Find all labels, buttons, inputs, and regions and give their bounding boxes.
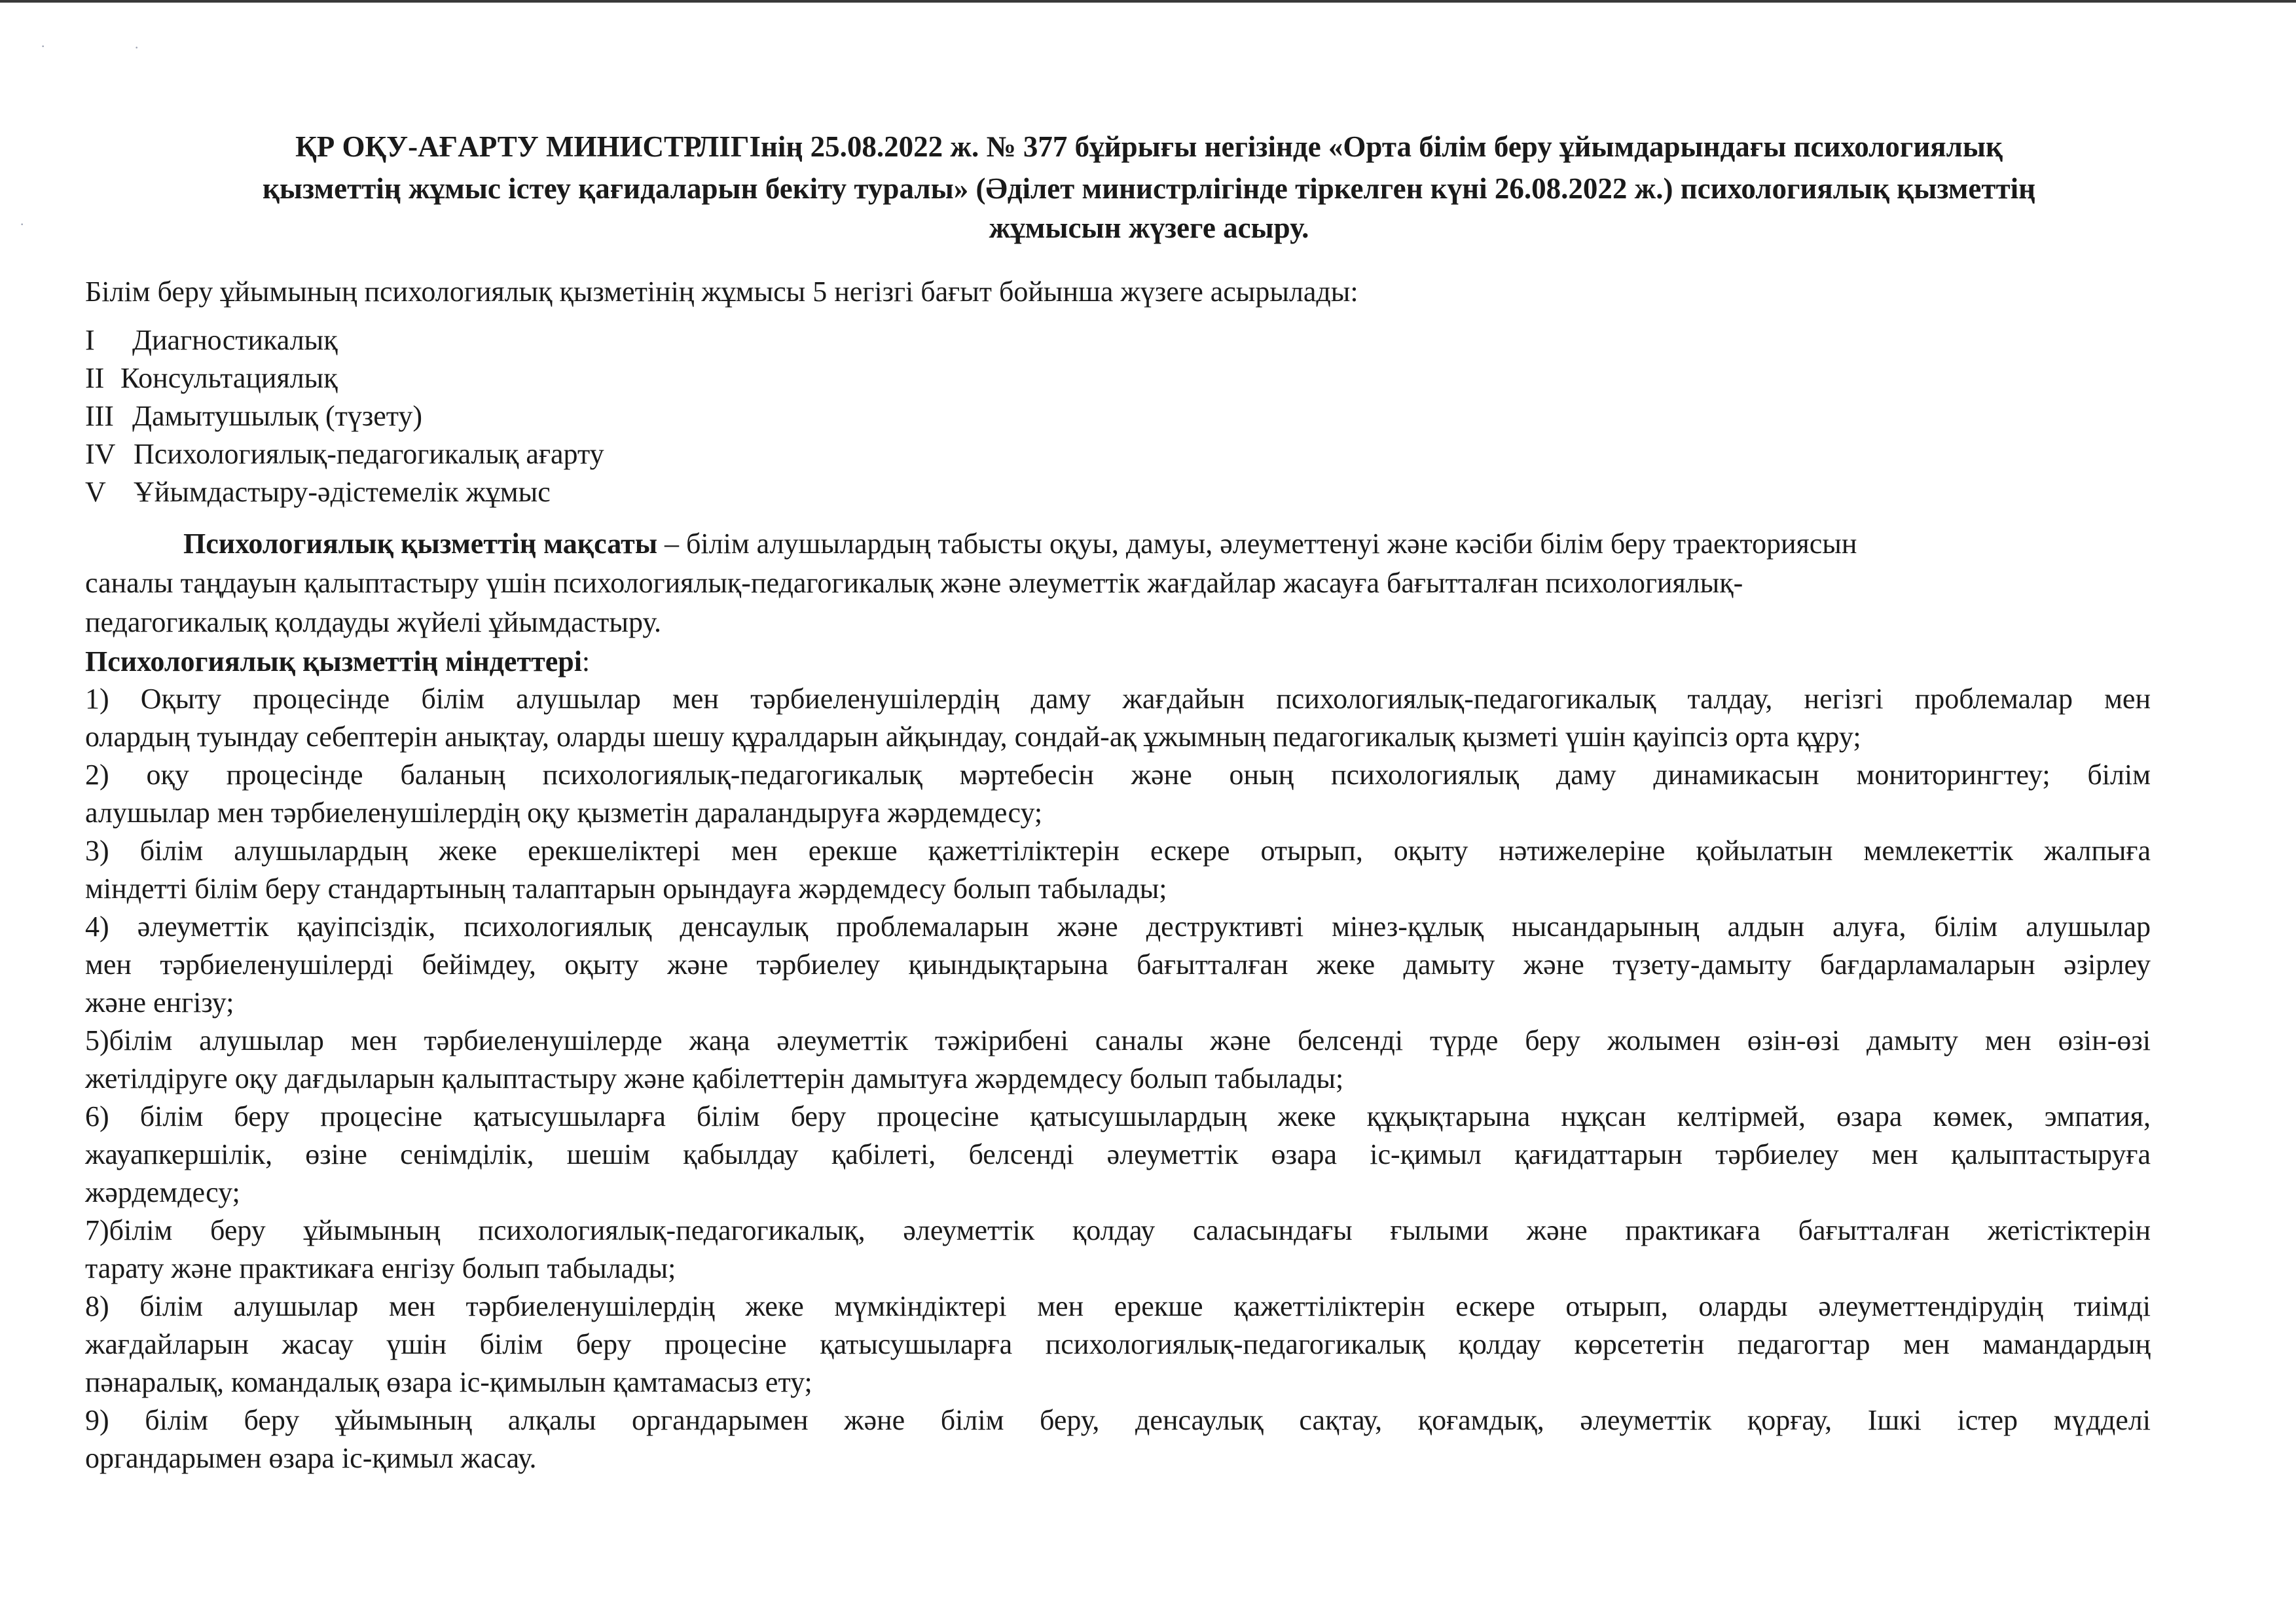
duty-line: олардың туындау себептерін анықтау, оларды шешу құралдарын айқындау, сондай-ақ ұжымның педагогикалық қызметі үшін қауіпсіз орта құру; xyxy=(85,721,1861,753)
duty-line: 3) білім алушылардың жеке ерекшеліктері мен ерекше қажеттіліктерін ескере отырып, оқыту нәтижелеріне қойылатын мемлекеттік жалпыға xyxy=(85,835,2151,867)
duty-line: міндетті білім беру стандартының талаптарын орындауға жәрдемдесу болып табылады; xyxy=(85,873,1167,905)
duties-heading: Психологиялық қызметтің міндеттері xyxy=(85,645,582,677)
goal-heading: Психологиялық қызметтің мақсаты xyxy=(183,528,658,560)
duty-line: 8) білім алушылар мен тәрбиеленушілердің жеке мүмкіндіктері мен ерекше қажеттіліктерін ескере отырып, оларды әлеуметтендірудің тиімді xyxy=(85,1290,2151,1322)
duty-line: алушылар мен тәрбиеленушілердің оқу қызметін дараландыруға жәрдемдесу; xyxy=(85,797,1043,829)
doc-title-line: қызметтің жұмыс істеу қағидаларын бекіту туралы» (Әділет министрлігінде тіркелген күні 26.08.2022 ж.) психологиялық қызметтің xyxy=(262,172,2036,205)
direction-item xyxy=(85,361,338,395)
direction-item xyxy=(85,475,551,509)
goal-line: саналы таңдауын қалыптастыру үшін психологиялық-педагогикалық және әлеуметтік жағдайлар жасауға бағытталған психологиялық- xyxy=(85,567,1743,599)
duty-line: органдарымен өзара іс-қимыл жасау. xyxy=(85,1442,537,1474)
scan-speck: · xyxy=(41,38,46,54)
direction-label: Диагностикалық xyxy=(132,324,338,356)
direction-label: Дамытушылық (түзету) xyxy=(132,400,423,432)
direction-label: Консультациялық xyxy=(120,362,338,394)
duty-line: жетілдіруге оқу дағдыларын қалыптастыру және қабілеттерін дамытуға жәрдемдесу болып табылады; xyxy=(85,1062,1344,1094)
direction-label: Ұйымдастыру-әдістемелік жұмыс xyxy=(134,476,551,508)
direction-number: I xyxy=(85,324,95,356)
duty-line: мен тәрбиеленушілерді бейімдеу, оқыту және тәрбиелеу қиындықтарына бағытталған жеке дамыту және түзету-дамыту бағдарламаларын әзірлеу xyxy=(85,948,2151,981)
direction-item xyxy=(85,399,422,433)
direction-item xyxy=(85,323,338,357)
intro-text: Білім беру ұйымының психологиялық қызметінің жұмысы 5 негізгі бағыт бойынша жүзеге асырылады: xyxy=(85,276,1358,308)
direction-number: IV xyxy=(85,438,116,470)
direction-number: III xyxy=(85,400,114,432)
duty-line: 4) әлеуметтік қауіпсіздік, психологиялық денсаулық проблемаларын және деструктивті мінез-құлық нысандарының алдын алуға, білім алушылар xyxy=(85,911,2151,943)
scan-speck: · xyxy=(134,39,139,56)
duty-line: 1) Оқыту процесінде білім алушылар мен тәрбиеленушілердің даму жағдайын психологиялық-педагогикалық талдау, негізгі проблемалар мен xyxy=(85,683,2151,715)
goal-line: педагогикалық қолдауды жүйелі ұйымдастыру. xyxy=(85,606,661,638)
duty-line: 2) оқу процесінде баланың психологиялық-педагогикалық мәртебесін және оның психологиялық даму динамикасын мониторингтеу; білім xyxy=(85,759,2151,791)
scan-top-edge xyxy=(0,0,2296,3)
duties-heading-line xyxy=(85,645,590,679)
goal-text: – білім алушылардың табысты оқуы, дамуы, әлеуметтенуі және кәсіби білім беру траекториясын xyxy=(657,528,1857,560)
direction-number: V xyxy=(85,476,106,508)
duty-line: 7)білім беру ұйымының психологиялық-педагогикалық, әлеуметтік қолдау саласындағы ғылыми және практикаға бағытталған жетістіктерін xyxy=(85,1214,2151,1246)
doc-title-line: жұмысын жүзеге асыру. xyxy=(989,211,1309,244)
direction-number: II xyxy=(85,362,105,394)
direction-item xyxy=(85,437,604,471)
duty-line: 9) білім беру ұйымының алқалы органдарымен және білім беру, денсаулық сақтау, қоғамдық, әлеуметтік қорғау, Ішкі істер мүдделі xyxy=(85,1404,2151,1436)
scan-speck: · xyxy=(20,216,25,232)
duty-line: пәнаралық, командалық өзара іс-қимылын қамтамасыз ету; xyxy=(85,1366,812,1398)
direction-label: Психологиялық-педагогикалық ағарту xyxy=(134,438,604,470)
duty-line: 5)білім алушылар мен тәрбиеленушілерде жаңа әлеуметтік тәжірибені саналы және белсенді түрде беру жолымен өзін-өзі дамыту мен өзін-өзі xyxy=(85,1024,2151,1056)
duty-line: тарату және практикаға енгізу болып табылады; xyxy=(85,1252,676,1284)
duty-line: жағдайларын жасау үшін білім беру процесіне қатысушыларға психологиялық-педагогикалық қолдау көрсететін педагогтар мен мамандардың xyxy=(85,1328,2151,1360)
duty-line: 6) білім беру процесіне қатысушыларға білім беру процесіне қатысушылардың жеке құқықтарына нұқсан келтірмей, өзара көмек, эмпатия, xyxy=(85,1100,2151,1132)
doc-title-line: ҚР ОҚУ-АҒАРТУ МИНИСТРЛІГІнің 25.08.2022 ж. № 377 бұйрығы негізінде «Орта білім беру ұйымдарындағы психологиялық xyxy=(295,130,2003,163)
duty-line: жәрдемдесу; xyxy=(85,1176,240,1208)
duty-line: және енгізу; xyxy=(85,986,234,1019)
goal-line xyxy=(183,527,1857,561)
duty-line: жауапкершілік, өзіне сенімділік, шешім қабылдау қабілеті, белсенді әлеуметтік өзара іс-қимыл қағидаттарын тәрбиелеу мен қалыптастыруға xyxy=(85,1138,2151,1170)
duties-colon: : xyxy=(581,645,591,677)
